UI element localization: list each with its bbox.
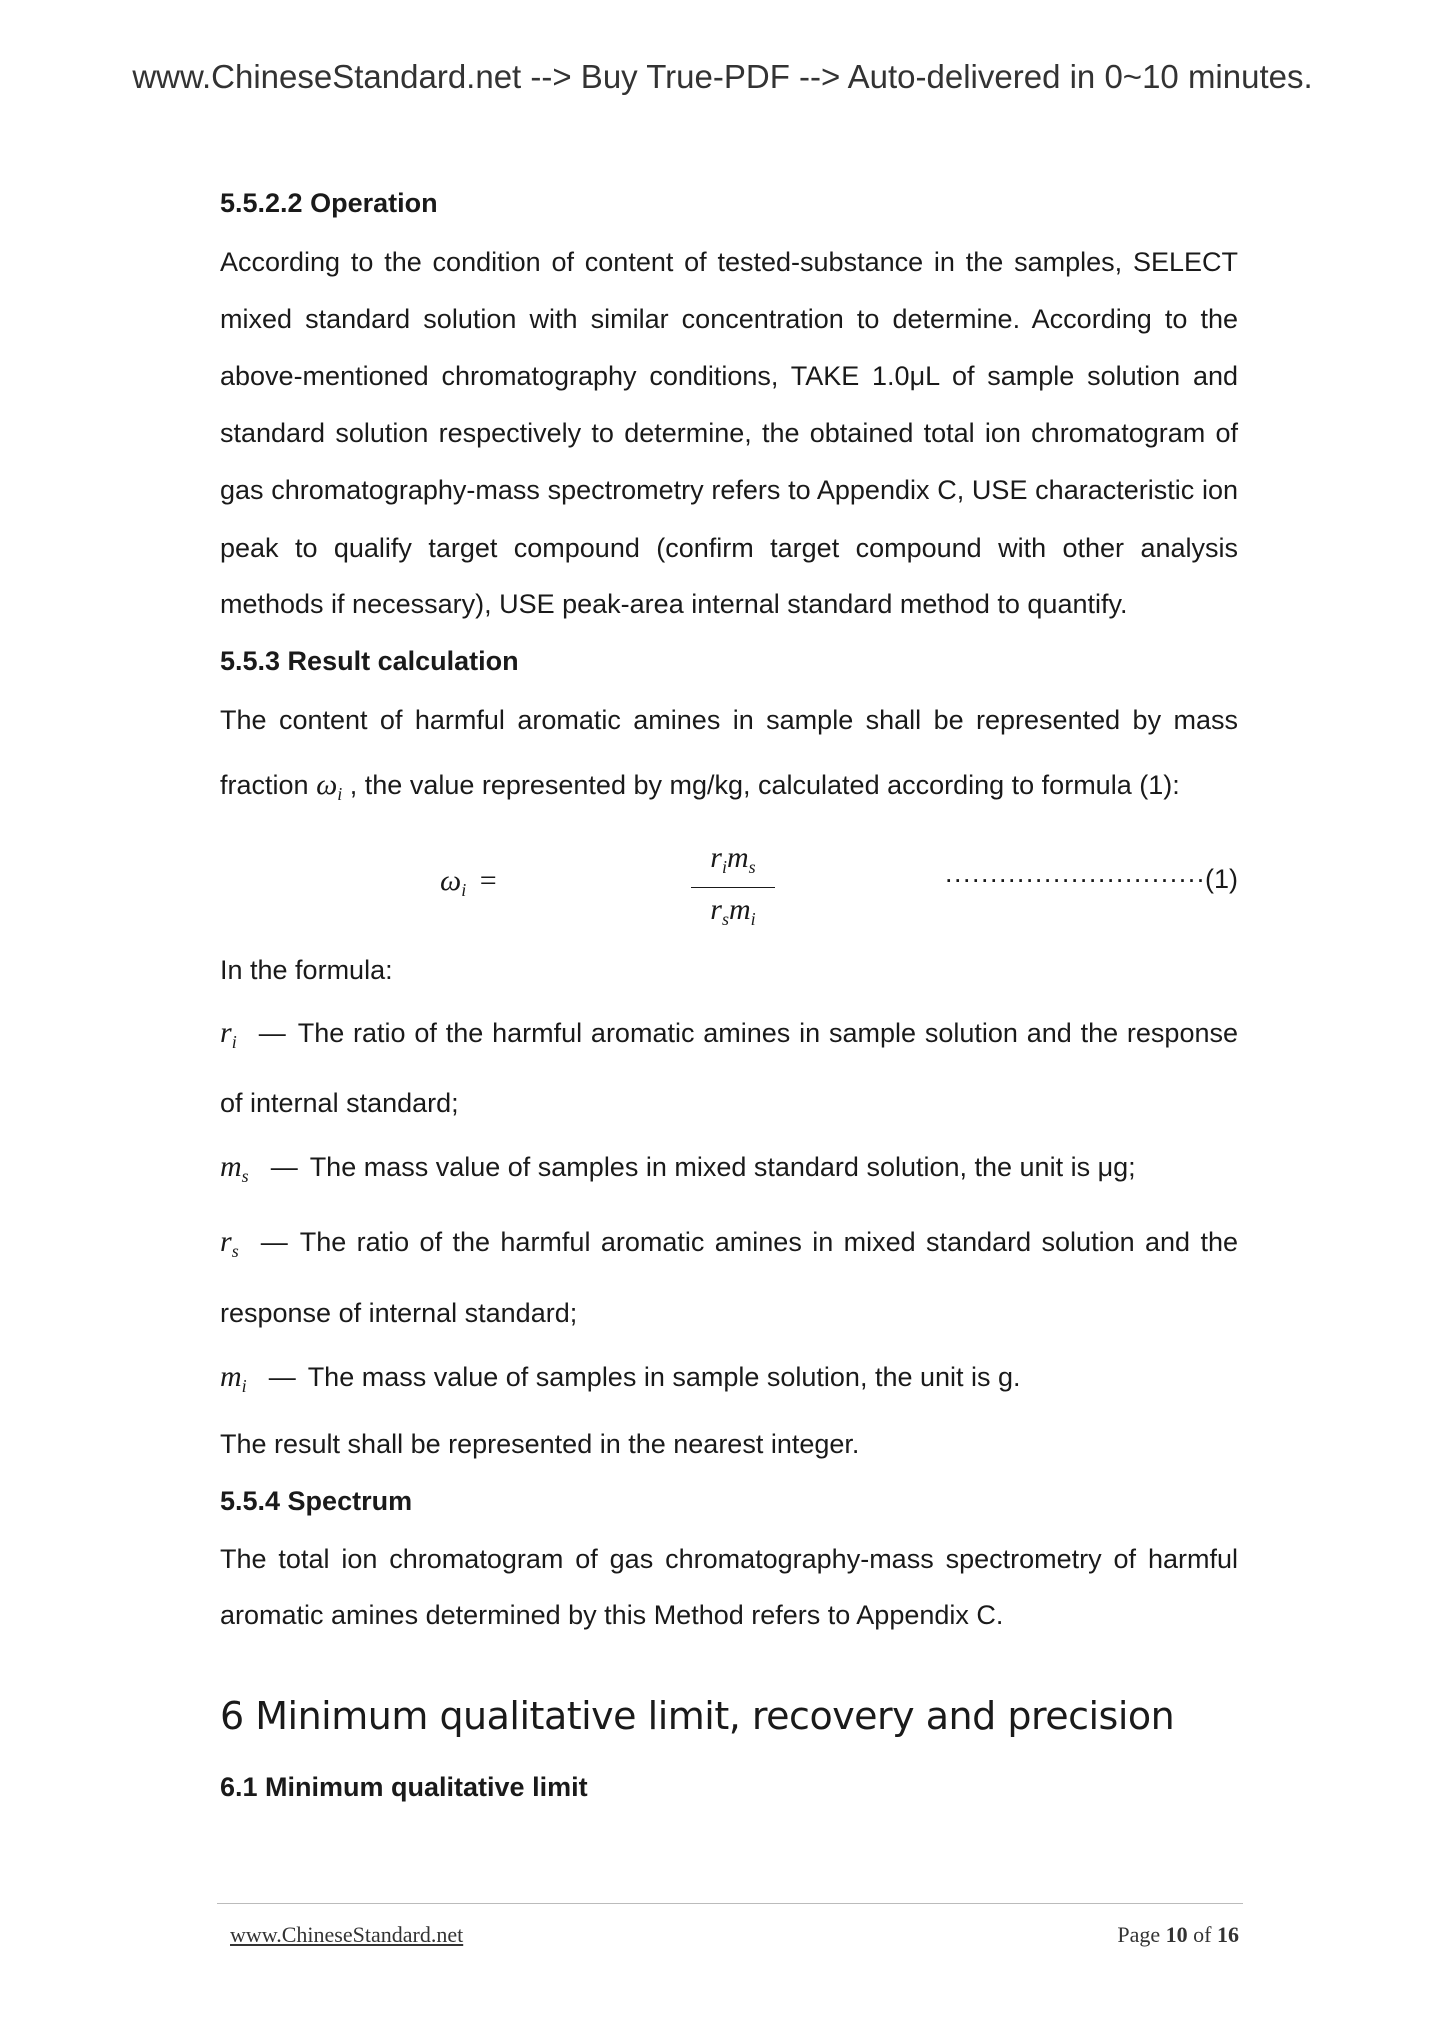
- definition-ms: $m_s$ — The mass value of samples in mixed standard solution, the unit is μg;: [220, 1150, 1136, 1186]
- paragraph-line: gas chromatography-mass spectrometry refers to Appendix C, USE characteristic ion: [220, 475, 1238, 505]
- omega-symbol: $\omega_i$: [316, 768, 343, 804]
- formula-numerator: $r_im_s$: [710, 841, 756, 877]
- footer-divider: [217, 1903, 1243, 1904]
- heading-section-6: 6 Minimum qualitative limit, recovery and precision: [220, 1694, 1175, 1738]
- definition-mi: $m_i$ — The mass value of samples in sample solution, the unit is g.: [220, 1360, 1021, 1396]
- definition-rs-continued: response of internal standard;: [220, 1298, 578, 1328]
- paragraph-line-fraction: [220, 768, 1180, 805]
- paragraph-line: The total ion chromatogram of gas chromatography-mass spectrometry of harmful: [220, 1544, 1238, 1574]
- fraction-description: , the value represented by mg/kg, calculated according to formula (1):: [349, 770, 1180, 800]
- footer-site-link[interactable]: www.ChineseStandard.net: [230, 1922, 464, 1947]
- definition-rs: $r_s$ — The ratio of the harmful aromatic amines in mixed standard solution and the: [220, 1225, 1238, 1261]
- footer-page-number: Page 10 of 16: [1117, 1922, 1239, 1947]
- formula-fraction: [691, 840, 775, 937]
- formula-denominator: $r_sm_i$: [710, 893, 756, 929]
- in-formula-label: In the formula:: [220, 955, 393, 985]
- paragraph-line: mixed standard solution with similar concentration to determine. According to the: [220, 304, 1238, 334]
- equation-number: ·····························(1): [944, 864, 1238, 894]
- paragraph-line: The content of harmful aromatic amines in sample shall be represented by mass: [220, 705, 1238, 735]
- heading-5-5-3: 5.5.3 Result calculation: [220, 646, 519, 676]
- paragraph-line: above-mentioned chromatography conditions, TAKE 1.0μL of sample solution and: [220, 361, 1238, 391]
- paragraph-line: peak to qualify target compound (confirm target compound with other analysis: [220, 533, 1238, 563]
- result-note: The result shall be represented in the nearest integer.: [220, 1429, 860, 1459]
- formula-lhs: $\omega_i$ =: [440, 864, 497, 900]
- paragraph-line-last: aromatic amines determined by this Method refers to Appendix C.: [220, 1600, 1004, 1630]
- definition-ri: $r_i$ — The ratio of the harmful aromatic amines in sample solution and the response: [220, 1016, 1238, 1052]
- paragraph-line: standard solution respectively to determine, the obtained total ion chromatogram of: [220, 418, 1238, 448]
- heading-5-5-2-2: 5.5.2.2 Operation: [220, 188, 438, 218]
- header-banner: www.ChineseStandard.net --> Buy True-PDF --> Auto-delivered in 0~10 minutes.: [132, 58, 1313, 95]
- paragraph-line: According to the condition of content of tested-substance in the samples, SELECT: [220, 247, 1238, 277]
- definition-ri-continued: of internal standard;: [220, 1088, 459, 1118]
- fraction-label: fraction: [220, 770, 309, 800]
- heading-5-5-4: 5.5.4 Spectrum: [220, 1486, 413, 1516]
- paragraph-line-last: methods if necessary), USE peak-area internal standard method to quantify.: [220, 589, 1128, 619]
- heading-6-1: 6.1 Minimum qualitative limit: [220, 1772, 588, 1802]
- fraction-bar: [691, 887, 775, 888]
